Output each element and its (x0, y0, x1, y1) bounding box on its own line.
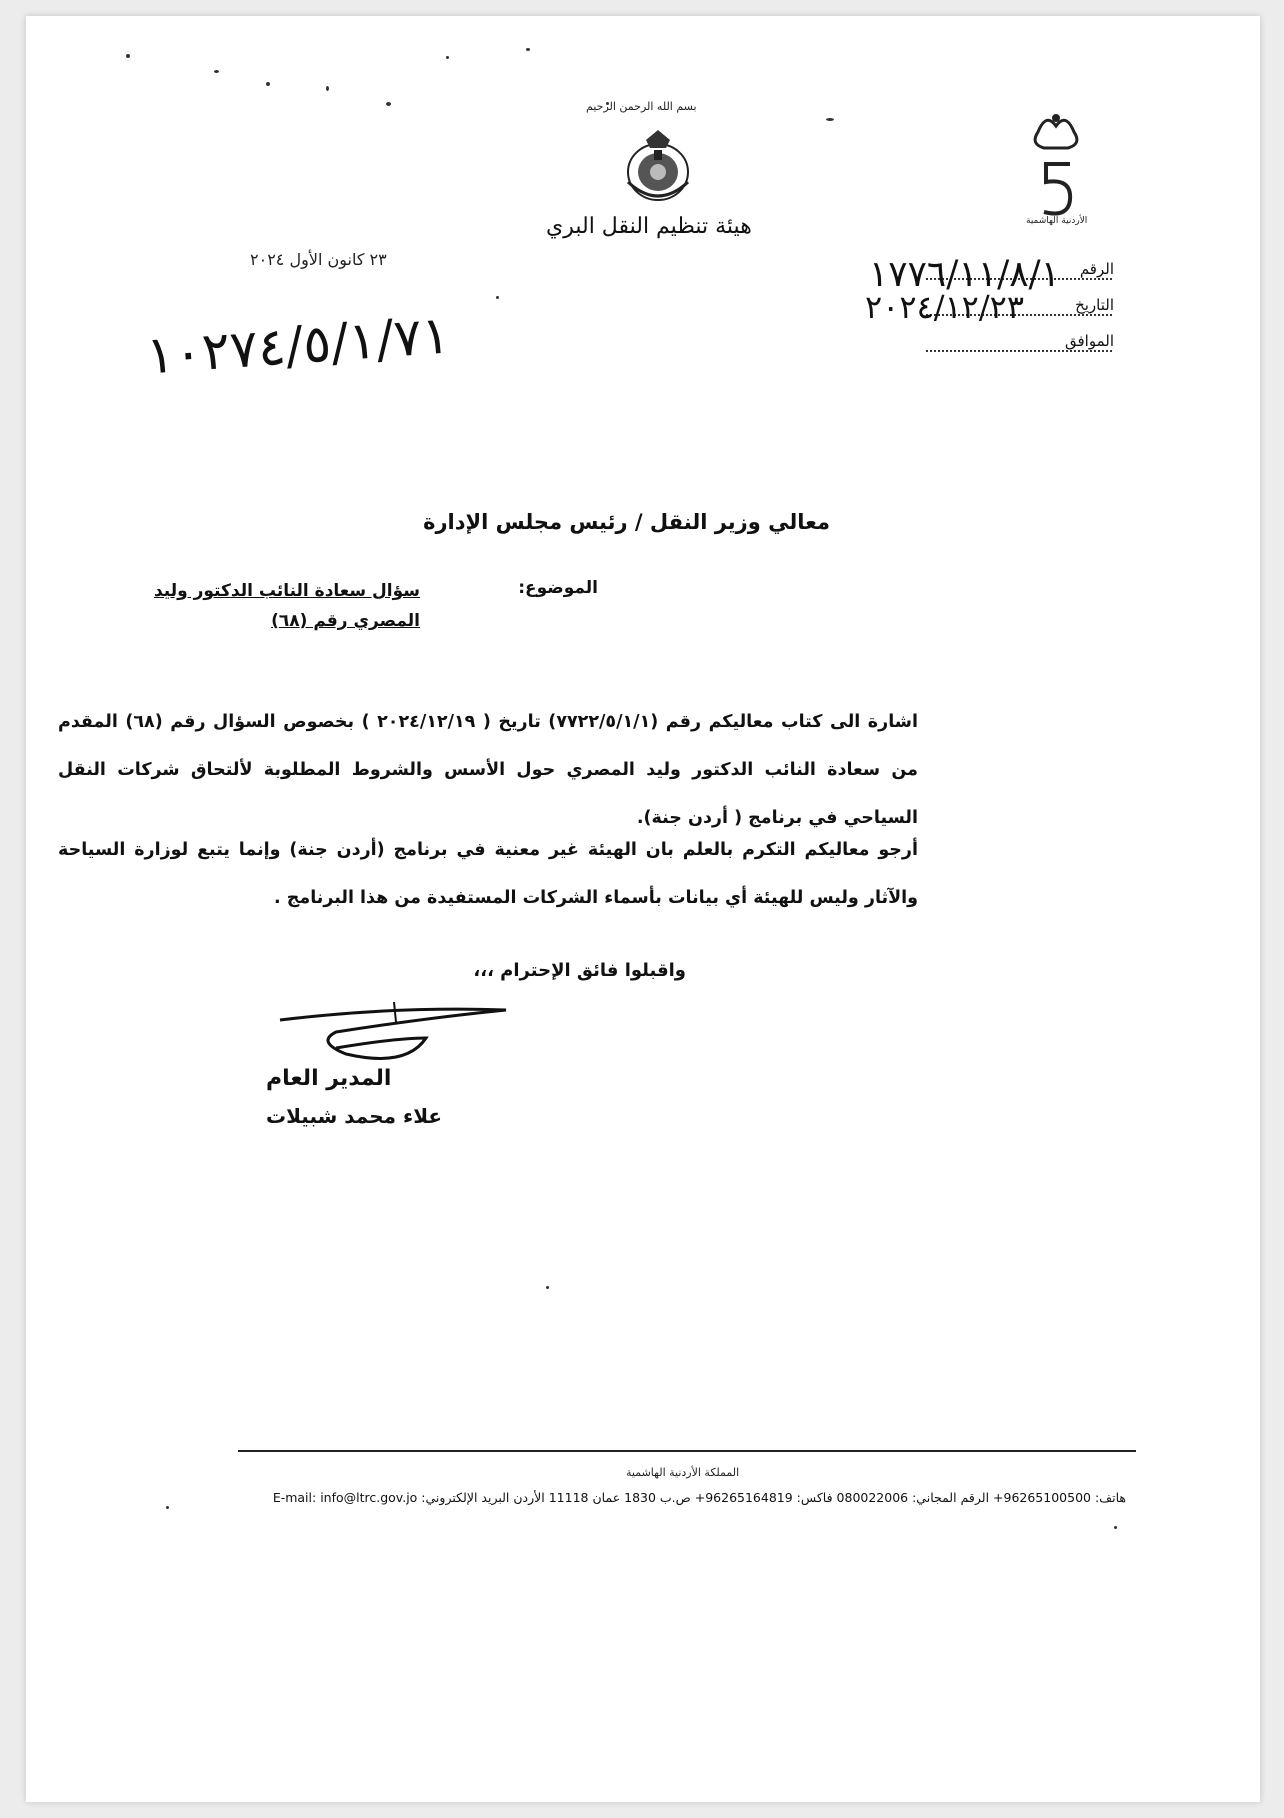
ref-number-label: الرقم (1079, 260, 1114, 278)
scan-speck (386, 102, 391, 106)
scan-speck (126, 54, 130, 58)
signatory-name: علاء محمد شبيلات (266, 1104, 443, 1128)
received-stamp-date: ٢٣ كانون الأول ٢٠٢٤ (250, 250, 387, 269)
letter-page (26, 16, 1260, 1802)
closing-salutation: واقبلوا فائق الإحترام ،،، (473, 960, 686, 981)
scan-speck (446, 56, 449, 59)
authority-name: هيئة تنظيم النقل البري (546, 214, 752, 239)
scan-speck (826, 118, 834, 121)
footer-contacts: هاتف: 96265100500+ الرقم المجاني: 080022006 فاكس: 96265164819+ ص.ب 1830 عمان 11118 الأردن البريد الإلكتروني: E-mail: info@ltrc.gov.jo (272, 1490, 1126, 1505)
handwritten-signature-icon (276, 998, 536, 1108)
subject-text: سؤال سعادة النائب الدكتور وليد المصري رقم (٦٨) (153, 581, 420, 631)
footer-divider (238, 1450, 1136, 1452)
scan-speck (326, 86, 329, 91)
scan-speck (1114, 1526, 1117, 1529)
coat-of-arms-icon (618, 126, 698, 210)
scan-speck (214, 70, 219, 73)
corresponding-dots (926, 350, 1112, 352)
basmala: بسم الله الرحمن الرحيم (586, 100, 697, 113)
scan-speck (266, 82, 270, 86)
body-paragraph-1: اشارة الى كتاب معاليكم رقم (٧٧٢٢/٥/١/١) تاريخ ( ٢٠٢٤/١٢/١٩ ) بخصوص السؤال رقم (٦٨) المقدم من سعادة النائب الدكتور وليد المصري حول الأسس والشروط المطلوبة لألتحاق شركات النقل السياحي في برنامج ( أردن جنة). (58, 712, 918, 828)
subject-label: الموضوع: (518, 578, 598, 598)
ref-number-handwritten: ١٧٧٦/١١/٨/١ (868, 254, 1060, 295)
signatory-title: المدير العام (266, 1066, 392, 1091)
scan-speck (526, 48, 530, 51)
body-paragraph-2: أرجو معاليكم التكرم بالعلم بان الهيئة غير معنية في برنامج (أردن جنة) وإنما يتبع لوزارة السياحة والآثار وليس للهيئة أي بيانات بأسماء الشركات المستفيدة من هذا البرنامج . (58, 840, 918, 908)
footer-country: المملكة الأردنية الهاشمية (626, 1466, 740, 1479)
date-label: التاريخ (1075, 296, 1114, 314)
date-handwritten: ٢٠٢٤/١٢/٢٣ (864, 288, 1024, 326)
scan-speck (496, 296, 499, 299)
corresponding-label: الموافق (1064, 332, 1114, 350)
addressee: معالي وزير النقل / رئيس مجلس الإدارة (423, 510, 830, 534)
scan-speck (546, 1286, 549, 1289)
jubilee-caption: الأردنية الهاشمية (1026, 216, 1088, 226)
scan-speck (166, 1506, 169, 1509)
handwritten-file-number: ١٠٢٧٤/٥/١/٧١ (144, 305, 452, 387)
